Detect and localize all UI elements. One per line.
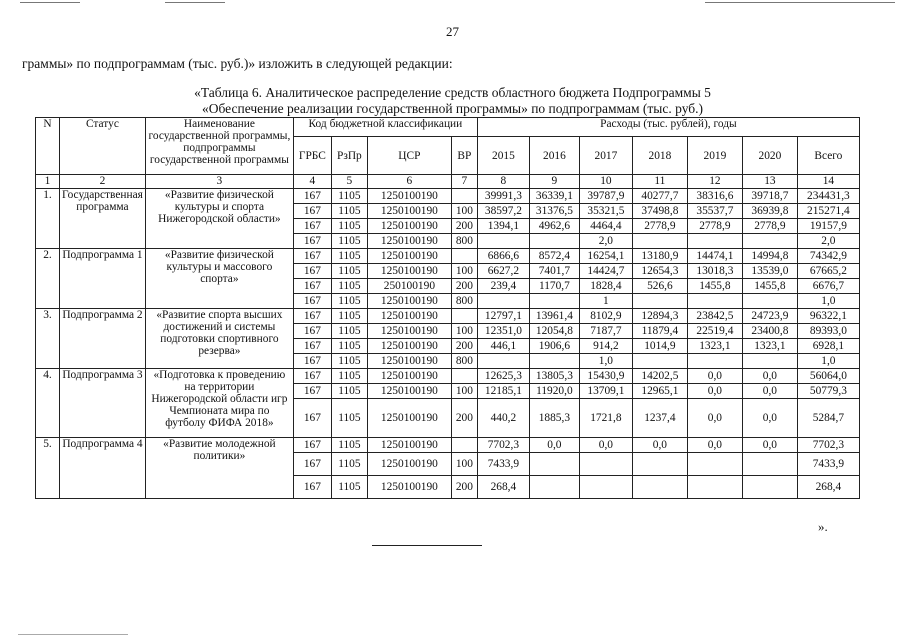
table-cell: 167 [293,453,331,476]
column-number: 3 [145,175,293,189]
table-cell: 13709,1 [579,384,632,399]
table-cell: 200 [451,279,477,294]
table-cell [579,453,632,476]
row-number: 1. [36,189,60,249]
table-cell: 1 [579,294,632,309]
table-cell: 1105 [331,204,367,219]
table-cell: 35537,7 [687,204,742,219]
table-cell: 268,4 [477,476,529,499]
table-cell: 0,0 [742,399,797,438]
table-row [36,249,860,264]
column-number: 6 [367,175,451,189]
column-number: 11 [632,175,687,189]
table-cell: 167 [293,309,331,324]
closing-mark: ». [818,519,828,534]
table-cell: 100 [451,384,477,399]
table-cell [687,453,742,476]
table-cell: 56064,0 [797,369,859,384]
table-cell: 914,2 [579,339,632,354]
header-status: Статус [60,118,146,175]
separator-line [372,545,482,546]
table-cell: 1250100190 [367,324,451,339]
table-cell: 1323,1 [742,339,797,354]
table-cell: 0,0 [687,438,742,453]
table-cell: 1105 [331,476,367,499]
row-program-name: «Подготовка к проведению на территории Нижегородской области игр Чемпионата мира по футболу ФИФА 2018» [145,369,293,438]
table-cell: 100 [451,264,477,279]
header-rzpr: РзПр [331,137,367,175]
table-cell: 800 [451,294,477,309]
table-cell: 6928,1 [797,339,859,354]
header-year: 2015 [477,137,529,175]
table-cell: 96322,1 [797,309,859,324]
header-year: 2019 [687,137,742,175]
table-cell [529,476,579,499]
table-cell [529,453,579,476]
column-number: 8 [477,175,529,189]
table-cell: 1105 [331,453,367,476]
table-cell: 14202,5 [632,369,687,384]
table-cell: 268,4 [797,476,859,499]
header-n: N [36,118,60,175]
table-cell: 1237,4 [632,399,687,438]
table-cell: 167 [293,339,331,354]
table-cell: 1105 [331,354,367,369]
column-number: 10 [579,175,632,189]
table-cell: 167 [293,249,331,264]
table-cell: 1250100190 [367,339,451,354]
table-cell: 13180,9 [632,249,687,264]
table-cell: 0,0 [742,438,797,453]
table-cell: 23842,5 [687,309,742,324]
table-cell: 200 [451,399,477,438]
table-cell: 100 [451,453,477,476]
table-cell: 1105 [331,384,367,399]
column-number: 12 [687,175,742,189]
table-cell: 0,0 [687,369,742,384]
table-cell: 239,4 [477,279,529,294]
table-cell [451,438,477,453]
table-cell [529,294,579,309]
table-cell: 167 [293,264,331,279]
row-status: Государственная программа [60,189,146,249]
table-cell: 1250100190 [367,354,451,369]
table-cell [742,453,797,476]
table-cell: 1250100190 [367,476,451,499]
top-rule-right [705,2,895,3]
row-number: 4. [36,369,60,438]
top-rule-left [20,2,80,3]
table-cell: 100 [451,204,477,219]
table-cell: 2,0 [797,234,859,249]
table-cell: 1105 [331,294,367,309]
table-cell: 1,0 [579,354,632,369]
table-cell: 1828,4 [579,279,632,294]
table-cell: 1250100190 [367,294,451,309]
table-cell: 1885,3 [529,399,579,438]
table-cell [687,234,742,249]
table-cell: 0,0 [687,384,742,399]
table-cell: 1105 [331,219,367,234]
column-number: 1 [36,175,60,189]
table-cell: 1250100190 [367,189,451,204]
table-cell: 19157,9 [797,219,859,234]
table-row [36,369,860,384]
table-cell: 4464,4 [579,219,632,234]
table-cell: 1105 [331,438,367,453]
header-name: Наименование государственной программы, подпрограммы государственной программы [145,118,293,175]
table-cell [477,294,529,309]
table-cell: 167 [293,234,331,249]
table-cell: 800 [451,354,477,369]
table-cell: 23400,8 [742,324,797,339]
table-cell: 167 [293,324,331,339]
table-cell [451,189,477,204]
table-cell: 234431,3 [797,189,859,204]
table-cell [742,476,797,499]
table-cell: 167 [293,369,331,384]
row-number: 2. [36,249,60,309]
table-cell: 2,0 [579,234,632,249]
table-cell [451,309,477,324]
table-cell: 14994,8 [742,249,797,264]
table-row [36,438,860,453]
table-row [36,309,860,324]
table-cell: 1014,9 [632,339,687,354]
table-cell: 0,0 [529,438,579,453]
table-cell [632,354,687,369]
table-cell: 24723,9 [742,309,797,324]
header-year: 2020 [742,137,797,175]
table-cell: 38316,6 [687,189,742,204]
table-cell: 11879,4 [632,324,687,339]
column-number: 14 [797,175,859,189]
table-cell: 440,2 [477,399,529,438]
table-cell: 2778,9 [632,219,687,234]
table-cell [632,453,687,476]
table-cell: 7433,9 [797,453,859,476]
table-cell: 37498,8 [632,204,687,219]
table-cell: 0,0 [632,438,687,453]
table-cell: 1105 [331,309,367,324]
header-grbs: ГРБС [293,137,331,175]
table-cell: 5284,7 [797,399,859,438]
table-cell [529,354,579,369]
page-number: 27 [446,24,459,39]
table-cell: 12654,3 [632,264,687,279]
table-cell: 13961,4 [529,309,579,324]
table-cell: 89393,0 [797,324,859,339]
table-cell: 1105 [331,369,367,384]
table-cell: 50779,3 [797,384,859,399]
intro-text: граммы» по подпрограммам (тыс. руб.)» изложить в следующей редакции: [22,56,453,71]
top-rule-mid [165,2,225,3]
table-cell: 2778,9 [742,219,797,234]
header-year: 2016 [529,137,579,175]
table-cell: 12894,3 [632,309,687,324]
table-cell: 0,0 [579,438,632,453]
table-cell: 1394,1 [477,219,529,234]
table-cell: 1105 [331,264,367,279]
table-cell [687,476,742,499]
table-cell: 1455,8 [687,279,742,294]
table-cell [687,294,742,309]
table-cell: 1170,7 [529,279,579,294]
table-cell [632,234,687,249]
table-cell: 800 [451,234,477,249]
column-number-row [36,175,860,189]
table-cell: 446,1 [477,339,529,354]
row-number: 5. [36,438,60,499]
table-cell: 13018,3 [687,264,742,279]
table-cell: 7433,9 [477,453,529,476]
column-number: 13 [742,175,797,189]
table-cell: 167 [293,384,331,399]
header-year: 2018 [632,137,687,175]
table-cell: 8102,9 [579,309,632,324]
table-cell: 1250100190 [367,369,451,384]
table-cell: 1250100190 [367,264,451,279]
table-cell: 167 [293,294,331,309]
table-cell: 14474,1 [687,249,742,264]
row-number: 3. [36,309,60,369]
table-cell [477,234,529,249]
table-cell [632,476,687,499]
column-number: 7 [451,175,477,189]
table-cell [451,249,477,264]
table-cell: 1105 [331,279,367,294]
table-cell [477,354,529,369]
table-cell: 13539,0 [742,264,797,279]
table-cell: 1250100190 [367,204,451,219]
table-cell [632,294,687,309]
table-cell: 74342,9 [797,249,859,264]
row-status: Подпрограмма 4 [60,438,146,499]
table-cell: 12965,1 [632,384,687,399]
table-cell: 167 [293,219,331,234]
row-program-name: «Развитие физической культуры и массового спорта» [145,249,293,309]
table-cell: 38597,2 [477,204,529,219]
table-cell: 167 [293,204,331,219]
footer-rule [18,634,128,635]
table-cell: 1105 [331,339,367,354]
table-cell: 7702,3 [797,438,859,453]
header-expenses: Расходы (тыс. рублей), годы [477,118,859,137]
budget-table [35,117,860,499]
table-cell: 39991,3 [477,189,529,204]
table-cell: 7702,3 [477,438,529,453]
table-cell [742,234,797,249]
column-number: 5 [331,175,367,189]
table-cell: 1250100190 [367,453,451,476]
table-cell: 1105 [331,399,367,438]
header-code: Код бюджетной классификации [293,118,477,137]
table-cell: 167 [293,399,331,438]
table-cell: 1250100190 [367,219,451,234]
table-cell: 39718,7 [742,189,797,204]
header-vr: ВР [451,137,477,175]
table-cell: 1250100190 [367,249,451,264]
row-status: Подпрограмма 2 [60,309,146,369]
table-cell: 167 [293,354,331,369]
table-cell: 1455,8 [742,279,797,294]
table-cell: 1323,1 [687,339,742,354]
table-cell: 4962,6 [529,219,579,234]
table-cell [451,369,477,384]
header-csr: ЦСР [367,137,451,175]
table-cell: 1250100190 [367,309,451,324]
row-program-name: «Развитие молодежной политики» [145,438,293,499]
table-cell: 1906,6 [529,339,579,354]
table-cell: 1250100190 [367,399,451,438]
table-cell: 167 [293,438,331,453]
table-cell: 35321,5 [579,204,632,219]
table-cell: 16254,1 [579,249,632,264]
table-cell: 12625,3 [477,369,529,384]
table-cell: 7187,7 [579,324,632,339]
table-cell: 6627,2 [477,264,529,279]
table-cell: 1250100190 [367,234,451,249]
table-cell: 22519,4 [687,324,742,339]
table-cell: 15430,9 [579,369,632,384]
table-cell: 1105 [331,324,367,339]
column-number: 2 [60,175,146,189]
table-cell: 6866,6 [477,249,529,264]
table-cell: 1105 [331,249,367,264]
table-cell: 6676,7 [797,279,859,294]
table-cell: 0,0 [687,399,742,438]
table-cell: 14424,7 [579,264,632,279]
table-cell: 526,6 [632,279,687,294]
column-number: 4 [293,175,331,189]
table-cell: 67665,2 [797,264,859,279]
table-cell: 12054,8 [529,324,579,339]
table-cell: 1,0 [797,354,859,369]
table-cell: 1105 [331,189,367,204]
row-status: Подпрограмма 3 [60,369,146,438]
table-cell: 39787,9 [579,189,632,204]
table-cell: 0,0 [742,369,797,384]
table-title-line-1: «Таблица 6. Аналитическое распределение средств областного бюджета Подпрограммы 5 [194,85,711,100]
row-program-name: «Развитие спорта высших достижений и системы подготовки спортивного резерва» [145,309,293,369]
table-cell: 1,0 [797,294,859,309]
table-cell: 13805,3 [529,369,579,384]
table-cell: 0,0 [742,384,797,399]
table-cell: 12351,0 [477,324,529,339]
table-cell: 1105 [331,234,367,249]
table-cell: 215271,4 [797,204,859,219]
column-number: 9 [529,175,579,189]
row-program-name: «Развитие физической культуры и спорта Нижегородской области» [145,189,293,249]
table-cell: 36939,8 [742,204,797,219]
table-cell: 167 [293,279,331,294]
table-cell: 200 [451,339,477,354]
table-title-line-2: «Обеспечение реализации государственной программы» по подпрограммам (тыс. руб.) [201,101,704,116]
table-cell [742,294,797,309]
table-row [36,189,860,204]
table-cell: 2778,9 [687,219,742,234]
table-cell: 1721,8 [579,399,632,438]
table-cell: 200 [451,476,477,499]
table-cell: 1250100190 [367,384,451,399]
table-cell: 200 [451,219,477,234]
table-cell: 167 [293,476,331,499]
header-year: 2017 [579,137,632,175]
table-cell: 100 [451,324,477,339]
table-cell: 12797,1 [477,309,529,324]
table-cell: 250100190 [367,279,451,294]
table-cell: 8572,4 [529,249,579,264]
table-cell: 31376,5 [529,204,579,219]
table-cell: 7401,7 [529,264,579,279]
table-cell [529,234,579,249]
table-cell: 12185,1 [477,384,529,399]
table-cell: 40277,7 [632,189,687,204]
header-total: Всего [797,137,859,175]
table-cell: 167 [293,189,331,204]
table-cell: 11920,0 [529,384,579,399]
table-cell: 1250100190 [367,438,451,453]
row-status: Подпрограмма 1 [60,249,146,309]
table-cell [742,354,797,369]
table-cell [687,354,742,369]
table-cell: 36339,1 [529,189,579,204]
table-cell [579,476,632,499]
